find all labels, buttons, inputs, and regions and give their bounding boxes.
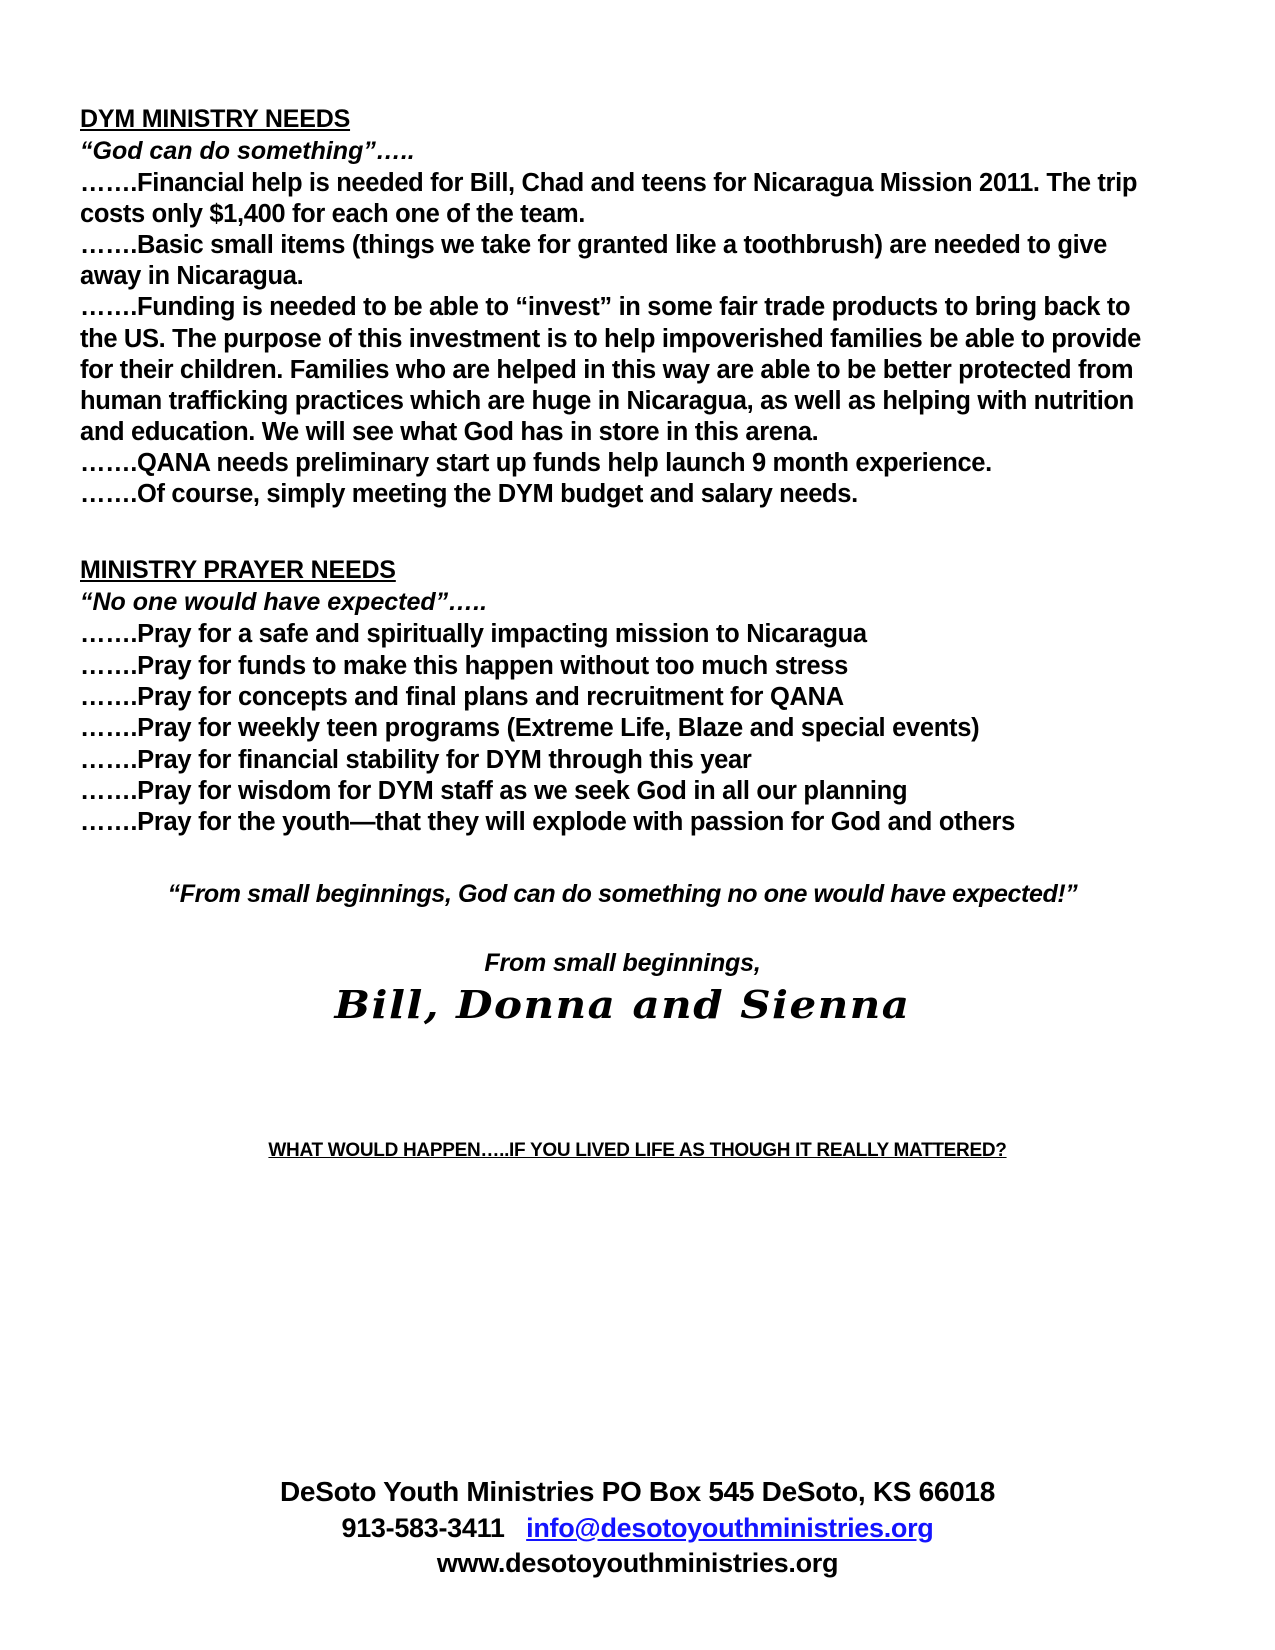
prayer-needs-item: …….Pray for a safe and spiritually impacting mission to Nicaragua bbox=[80, 620, 867, 649]
bottom-banner: WHAT WOULD HAPPEN…..IF YOU LIVED LIFE AS THOUGH IT REALLY MATTERED? bbox=[268, 1140, 1007, 1161]
prayer-needs-heading: MINISTRY PRAYER NEEDS bbox=[80, 556, 396, 585]
ministry-needs-heading: DYM MINISTRY NEEDS bbox=[80, 105, 351, 133]
footer-email-link[interactable]: info@desotoyouthministries.org bbox=[526, 1512, 934, 1543]
prayer-needs-item: …….Pray for wisdom for DYM staff as we seek God in all our planning bbox=[80, 777, 908, 805]
prayer-needs-item: …….Pray for funds to make this happen without too much stress bbox=[80, 651, 849, 680]
ministry-needs-item: …….Of course, simply meeting the DYM budget and salary needs. bbox=[80, 480, 858, 509]
ministry-needs-item: …….Funding is needed to be able to “invest” in some fair trade products to bring back to the US. The purpose of this investment is to help impoverished families be able to provide for their children. Families who are helped in this way are able to be better protected from human trafficking practices which are huge in Nicaragua, as well as helping with nutrition and education. We will see what God has in store in this arena. bbox=[80, 293, 1141, 446]
signoff-closing: From small beginnings, bbox=[484, 948, 761, 977]
tagline-spacer bbox=[80, 839, 1165, 879]
prayer-needs-quote: “No one would have expected”….. bbox=[80, 587, 488, 616]
document-content bbox=[80, 105, 1165, 1028]
prayer-needs-item: …….Pray for the youth—that they will explode with passion for God and others bbox=[80, 808, 1015, 837]
ministry-needs-quote: “God can do something”….. bbox=[80, 136, 415, 165]
footer-phone: 913-583-3411 bbox=[341, 1512, 505, 1543]
tagline: “From small beginnings, God can do something no one would have expected!” bbox=[167, 879, 1078, 908]
signature-names: Bill, Donna and Sienna bbox=[334, 981, 911, 1027]
section-spacer bbox=[80, 510, 1165, 556]
ministry-needs-item: …….Financial help is needed for Bill, Chad and teens for Nicaragua Mission 2011. The trip costs only $1,400 for each one of the team. bbox=[80, 169, 1138, 229]
ministry-needs-item: …….Basic small items (things we take for granted like a toothbrush) are needed to give away in Nicaragua. bbox=[80, 231, 1107, 291]
signoff-spacer bbox=[80, 909, 1165, 949]
footer-spacer bbox=[512, 1513, 526, 1543]
prayer-needs-item: …….Pray for financial stability for DYM through this year bbox=[80, 745, 752, 774]
footer-contact bbox=[0, 1511, 1275, 1547]
ministry-needs-item: …….QANA needs preliminary start up funds help launch 9 month experience. bbox=[80, 448, 992, 477]
prayer-needs-item: …….Pray for concepts and final plans and recruitment for QANA bbox=[80, 682, 844, 711]
footer-address: DeSoto Youth Ministries PO Box 545 DeSoto, KS 66018 bbox=[280, 1475, 995, 1507]
prayer-needs-item: …….Pray for weekly teen programs (Extreme Life, Blaze and special events) bbox=[80, 714, 980, 743]
footer-website: www.desotoyouthministries.org bbox=[436, 1548, 839, 1579]
footer bbox=[0, 1474, 1275, 1582]
